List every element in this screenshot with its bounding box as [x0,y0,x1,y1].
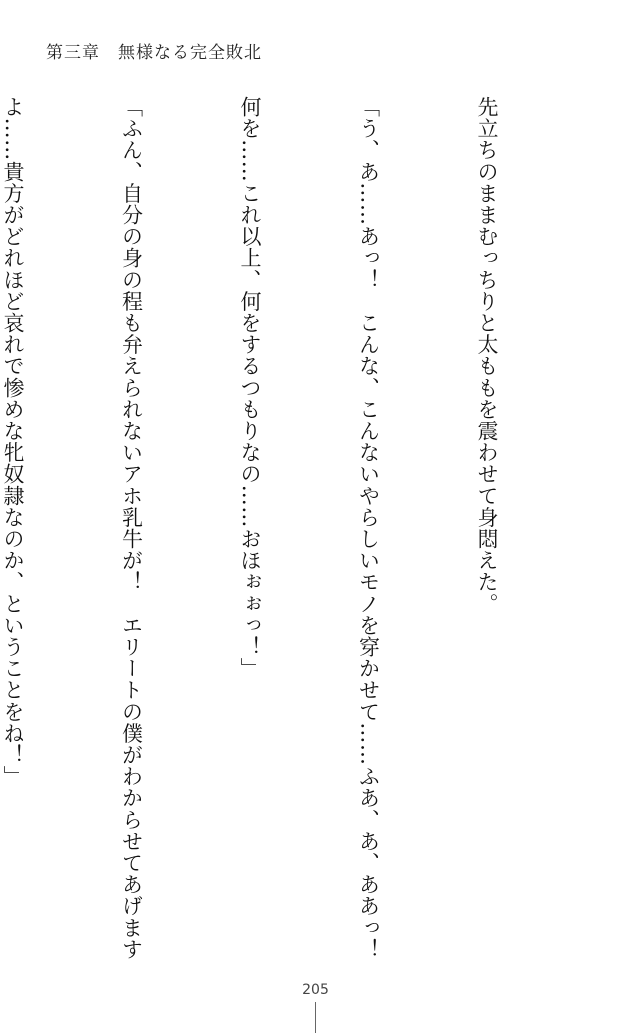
running-header-chapter-title: 第三章 無様なる完全敗北 [46,43,262,63]
text-line: よ……貴方がどれほど哀れで惨めな牝奴隷なのか、ということをね！」 [1,96,25,788]
vertical-body-text [0,96,585,960]
text-line: 「ふん、自分の身の程も弁えられないアホ乳牛が！ エリートの僕がわからせてあげます [119,96,144,960]
text-line: 「う、あ……あっ！ こんな、こんないやらしいモノを穿かせて……ふあ、あ、ああっ！ [356,96,381,960]
text-line: 何を……これ以上、何をするつもりなの……おほぉぉっ！」 [238,96,262,680]
text-line: 先立ちのままむっちりと太ももを震わせて身悶えた。 [475,96,499,615]
page-number: 205 [302,982,329,998]
page-divider-line [315,1002,316,1033]
